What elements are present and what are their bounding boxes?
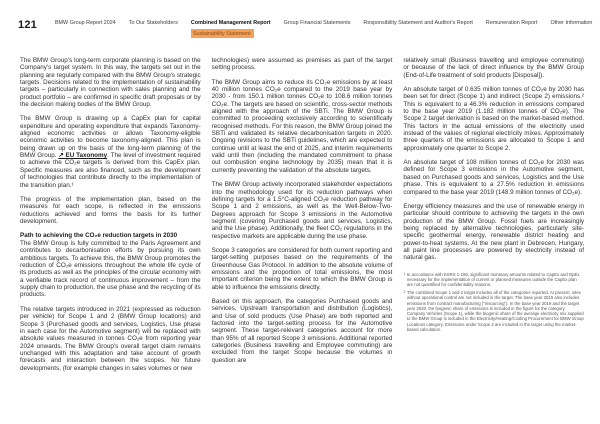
section-heading: Path to achieving the CO₂e reduction targets in 2030 — [20, 232, 178, 240]
nav-item-group-financial-statements[interactable] — [284, 20, 351, 27]
nav-item-label: To Our Stakeholders — [128, 20, 178, 26]
nav-item-label: Combined Management Report — [190, 20, 271, 26]
text-column-2 — [212, 57, 393, 424]
footnotes — [403, 272, 584, 333]
nav-item-remuneration-report[interactable] — [486, 20, 538, 27]
footnote-text: In accordance with ESRS 1-166, significant monetary amounts related to CapEx and OpEx necessary for the implementation of current or planned measures outside the CapEx plan are not quantified for confidentiality reasons. — [406, 271, 580, 288]
paragraph-text: The BMW Group is drawing up a CapEx plan for capital expenditure and operating expenditure that expands Taxonomy-aligned economic activities or allows Taxonomy-eligible economic activities to become taxonomy-aligned. This plan is being drawn up on the basis of the long-term planning of the BMW Group. — [20, 115, 201, 160]
page-content — [20, 57, 584, 424]
footnote-marker: 1 — [403, 271, 406, 276]
paragraph-text: . The level of investment required to achieve the CO₂e targets is derived from this CapEx plan. Specific measures are also financed, such as the development of technologies that contribute directly to the implementation of the transition plan.¹ — [20, 152, 201, 189]
paragraph — [20, 115, 201, 188]
footnote — [403, 272, 584, 288]
nav-item-other-information[interactable] — [550, 20, 592, 27]
paragraph: technologies) were assumed as premises as part of the target setting process. — [211, 57, 393, 72]
paragraph: The relative targets introduced in 2021 (expressed as reduction per vehicle) for Scope 1 and 2 (BMW Group locations) and Scope 3 (Purchased goods and services, Logistics, Use phase in each case for the Automotive segment) will be replaced with absolute values measured in tonnes CO₂e from reporting year 2024 onwards. The BMW Group's overall target claim remains unchanged with this adaptation and take account of growth forecasts and interaction between the scopes. No future developments, (for example changes in sales volumes or new — [20, 305, 201, 372]
text-column-1 — [20, 57, 201, 424]
paragraph: relatively small (Business travelling and employee commuting) or because of the lack of direct influence by the BMW Group (End-of-Life treatment of sold products [Disposal]). — [403, 57, 585, 79]
nav-item-label: Other Information — [550, 20, 593, 26]
footnote-marker: 2 — [403, 289, 406, 294]
nav-item-label: Remuneration Report — [485, 20, 538, 26]
footnote-text: The combined Scope 1 and 2 target includes all of the categories reported. At present, sites without operational control are not included in the target. The base year 2019 also includes emissions from contract manufacturing (“Insourcing”). In the base year 2019 and the target year 2030, the biogenic share of emissions is included in the figure for the category Company Vehicles (Scope 1), while the biogenic share of the average electricity mix supplied to the BMW Group is included in the Electricity/Heating/Cooling Procurement for BMW Group Locations category. Emissions under Scope 2 are included in the target using the market-based calculation. — [406, 289, 584, 333]
footnote — [403, 290, 584, 332]
paragraph: The BMW Group is fully committed to the Paris Agreement and contributes to decarbonisation efforts by pursuing its own ambitious targets. To achieve this, the BMW Group promotes the reduction of CO₂e emissions throughout the whole life cycle of its products as well as the principles of the circular economy with a verifiable track record of continuous improvement – from the supply chain to production, the use phase and the recycling of its products. — [20, 240, 201, 299]
paragraph: The BMW Group actively incorporated stakeholder expectations into the methodology used for its reduction pathways when defining targets for a 1.5°C-aligned CO₂e reduction pathway for Scope 1 and 2 emissions, as well as the Well-Below-Two-Degrees approach for Scope 3 emissions in the Automotive segment (covering Purchased goods and services, Logistics, and the Use phase). Additionally, the fleet CO₂ regulations in the respective markets are applicable during the use phase. — [211, 181, 393, 240]
paragraph: An absolute target of 0.635 million tonnes of CO₂e by 2030 has been set for direct (Scope 1) and indirect (Scope 2) emissions.² This is equivalent to a 46.3% reduction in emissions compared to the base year 2019 (1.182 million tonnes of CO₂e). The Scope 2 target derivation is based on the market-based method. This factors in the actual emissions of the electricity used instead of the values of regional electricity mixes. Approximately three quarters of the emissions are allocated to Scope 1 and approximately one quarter to Scope 2. — [403, 86, 585, 152]
paragraph: Scope 3 categories are considered for both current reporting and target-setting purposes based on the requirements of the Greenhouse Gas Protocol. In addition to the absolute volume of emissions and the proportion of total emissions, the most important criterion being the extent to which the BMW Group is able to influence the emissions directly. — [211, 246, 393, 291]
paragraph: The BMW Group's long-term corporate planning is based on the Company's target system. In this way, the targets set out in the planning are regularly compared with the BMW Group's strategic targets. Decisions related to the implementation of sustainability targets – particularly in connection with sales planning and the product portfolio – are confirmed in specific draft proposals or by the decision making bodies of the BMW Group. — [20, 57, 201, 109]
top-navigation-bar — [0, 0, 600, 48]
nav-item-responsibility-statement-and-auditor-s-report[interactable] — [363, 20, 473, 27]
paragraph: Energy efficiency measures and the use of renewable energy in particular should contribute to achieving the targets in the own production of the BMW Group. Fossil fuels are increasingly being replaced by alternative technologies, particularly site-specific geothermal energy, renewable district heating and power-to-heat systems. At the new plant in Debrecen, Hungary, all paint line processes are powered by electricity instead of natural gas. — [403, 202, 585, 262]
nav-item-label: Responsibility Statement and Auditor's Report — [363, 20, 473, 26]
page-number: 121 — [18, 19, 37, 31]
paragraph: Based on this approach, the categories Purchased goods and services, Upstream transportation and distribution (Logistics), and Use of sold products (Use Phase) are both reported and factored into the target-setting process for the Automotive segment. These target-relevant categories account for more than 95% of all reported Scope 3 emissions. Additional reported categories (Business travelling and Employee commuting) are excluded from the target Scope because the volumes in question are — [211, 297, 393, 364]
nav-item-to-our-stakeholders[interactable] — [129, 20, 178, 27]
paragraph: An absolute target of 108 million tonnes of CO₂e for 2030 was defined for Scope 3 emissions in the Automotive segment, based on Purchased goods and services, Logistics and the Use phase. This is equivalent to a 27.5% reduction in emissions compared to the base year 2019 (148.9 million tonnes of CO₂e). — [403, 159, 585, 196]
nav-item-bmw-group-report-2024[interactable] — [55, 20, 116, 27]
paragraph: The BMW Group aims to reduce its CO₂e emissions by at least 40 million tonnes CO₂e compared to the 2019 base year by 2030 - from 150.1 million tonnes CO₂e to 108.6 million tonnes CO₂e. The targets are based on scientific, cross-sector methods aligned with the approach of the SBTi. The BMW Group is committed to proceeding exclusively according to scientifically recognised methods. For this reason, the BMW Group joined the SBTi and validated its relative decarbonisation targets in 2020. Ongoing revisions to the SBTi guidelines, which are expected to continue until at least the end of 2025, and interim requirements valid until then (including the mandated commitment to phase out combustion engine technology by 2035) mean that it is currently preventing the validation of the absolute targets. — [211, 78, 393, 174]
eu-taxonomy-link[interactable]: ↗ EU Taxonomy — [58, 152, 108, 160]
nav-item-combined-management-report[interactable] — [191, 20, 271, 38]
paragraph: The progress of the implementation plan, based on the measures for each scope, is reflected in the emissions reductions achieved and forms the basis for its further development. — [20, 195, 201, 225]
nav-item-label: Group Financial Statements — [283, 20, 351, 26]
nav-item-label: BMW Group Report 2024 — [54, 20, 116, 26]
report-nav — [55, 20, 592, 38]
nav-subitem-sustainability-statement[interactable]: Sustainability Statement — [191, 29, 254, 38]
text-column-3 — [403, 57, 584, 424]
